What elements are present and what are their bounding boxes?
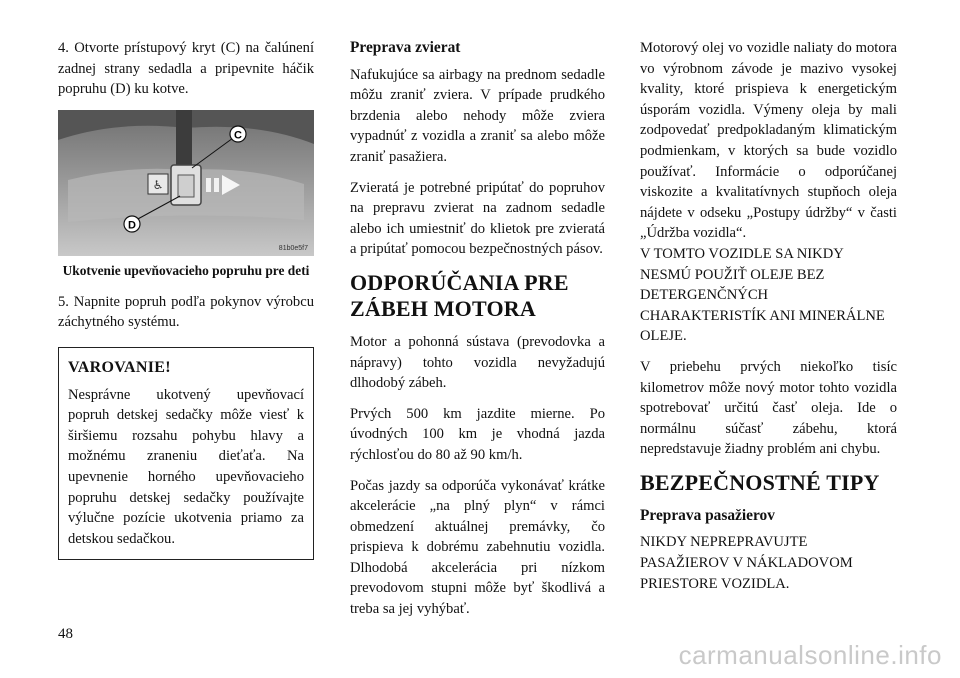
- step-4-text: 4. Otvorte prístupový kryt (C) na čalúnení zadnej strany sedadla a pripevnite háčik popruhu (D) ku kotve.: [58, 40, 314, 98]
- animals-paragraph-2: Zvieratá je potrebné pripútať do popruhov na prepravu zvierat na zadnom sedadle alebo ich umiestniť do klietok pre zvieratá a pripútať pomocou bezpečnostných pásov.: [350, 179, 605, 258]
- column-right: [640, 38, 897, 604]
- break-in-paragraph-1: Motor a pohonná sústava (prevodovka a nápravy) tohto vozidla nevyžadujú dlhodobý zábeh.: [350, 333, 605, 392]
- safety-tips-heading: BEZPEČNOSTNÉ TIPY: [640, 469, 880, 495]
- warning-title: VAROVANIE!: [68, 358, 171, 376]
- column-middle: [350, 38, 605, 630]
- figure-code: 81b0e5f7: [278, 244, 308, 252]
- oil-warning-caps: V TOMTO VOZIDLE SA NIKDY NESMÚ POUŽIŤ OLEJE BEZ DETERGENČNÝCH CHARAKTERISTÍK ANI MINERÁLNE OLEJE.: [640, 245, 885, 345]
- break-in-paragraph-3: Počas jazdy sa odporúča vykonávať krátke akcelerácie „na plný plyn“ v rámci obmedzení aktuálnej premávky, čo prispieva k dobrému zabehnutiu vozidla. Dlhodobá akcelerácia pri nízkom prevodovom stupni môže byť škodlivá a treba sa jej vyhýbať.: [350, 477, 605, 618]
- oil-paragraph: Motorový olej vo vozidle naliaty do motora vo výrobnom závode je mazivo vysokej kvality, ktoré prispieva k energetickým úsporám vozidla. Výmeny oleja by mali zodpovedať predpokladaným klimatickým podmienkam, v ktorých sa bude vozidlo používať. Informácie o odporúčanej viskozite a kvalitatívnych stupňoch oleja nájdete v odseku „Postupy údržby“ v časti „Údržba vozidla“.: [640, 40, 897, 242]
- tether-anchor-figure: [58, 110, 314, 256]
- figure-caption: Ukotvenie upevňovacieho popruhu pre deti: [62, 262, 310, 278]
- engine-break-in-heading: ODPORÚČANIA PRE ZÁBEH MOTORA: [350, 269, 569, 321]
- break-in-paragraph-2: Prvých 500 km jazdite mierne. Po úvodných 100 km je vhodná jazda rýchlosťou do 80 až 90 km/h.: [350, 405, 605, 463]
- watermark: carmanualsonline.info: [678, 640, 942, 670]
- svg-text:♿: ♿: [152, 177, 164, 192]
- animals-paragraph-1: Nafukujúce sa airbagy na prednom sedadle môžu zraniť zviera. V prípade prudkého brzdenia alebo nehody môže zviera vypadnúť z vozidla a zraniť sa alebo môže zraniť pasažiera.: [350, 66, 605, 165]
- label-d: D: [128, 219, 136, 232]
- passengers-subheading: Preprava pasažierov: [640, 506, 775, 524]
- step-5-text: 5. Napnite popruh podľa pokynov výrobcu záchytného systému.: [58, 293, 314, 331]
- animals-subheading: Preprava zvierat: [350, 39, 461, 56]
- warning-box: [58, 347, 314, 560]
- label-c: C: [234, 129, 242, 142]
- page-number: 48: [58, 626, 73, 642]
- column-left: [58, 38, 314, 560]
- oil-consumption-paragraph: V priebehu prvých niekoľko tisíc kilometrov môže nový motor tohto vozidla spotrebovať určitú časť oleja. Ide o normálnu súčasť zábehu, ktorá nepredstavuje žiadny problém ani chybu.: [640, 358, 897, 458]
- seat-tether-illustration: [58, 110, 314, 256]
- passengers-warning-caps: NIKDY NEPREPRAVUJTE PASAŽIEROV V NÁKLADOVOM PRIESTORE VOZIDLA.: [640, 534, 853, 592]
- warning-text: Nesprávne ukotvený upevňovací popruh detskej sedačky môže viesť k širšiemu rozsahu pohybu hlavy a možnému zraneniu dieťaťa. Na upevnenie horného upevňovacieho popruhu detskej sedačky používajte výlučne pozície ukotvenia priamo za detskou sedačkou.: [68, 386, 304, 547]
